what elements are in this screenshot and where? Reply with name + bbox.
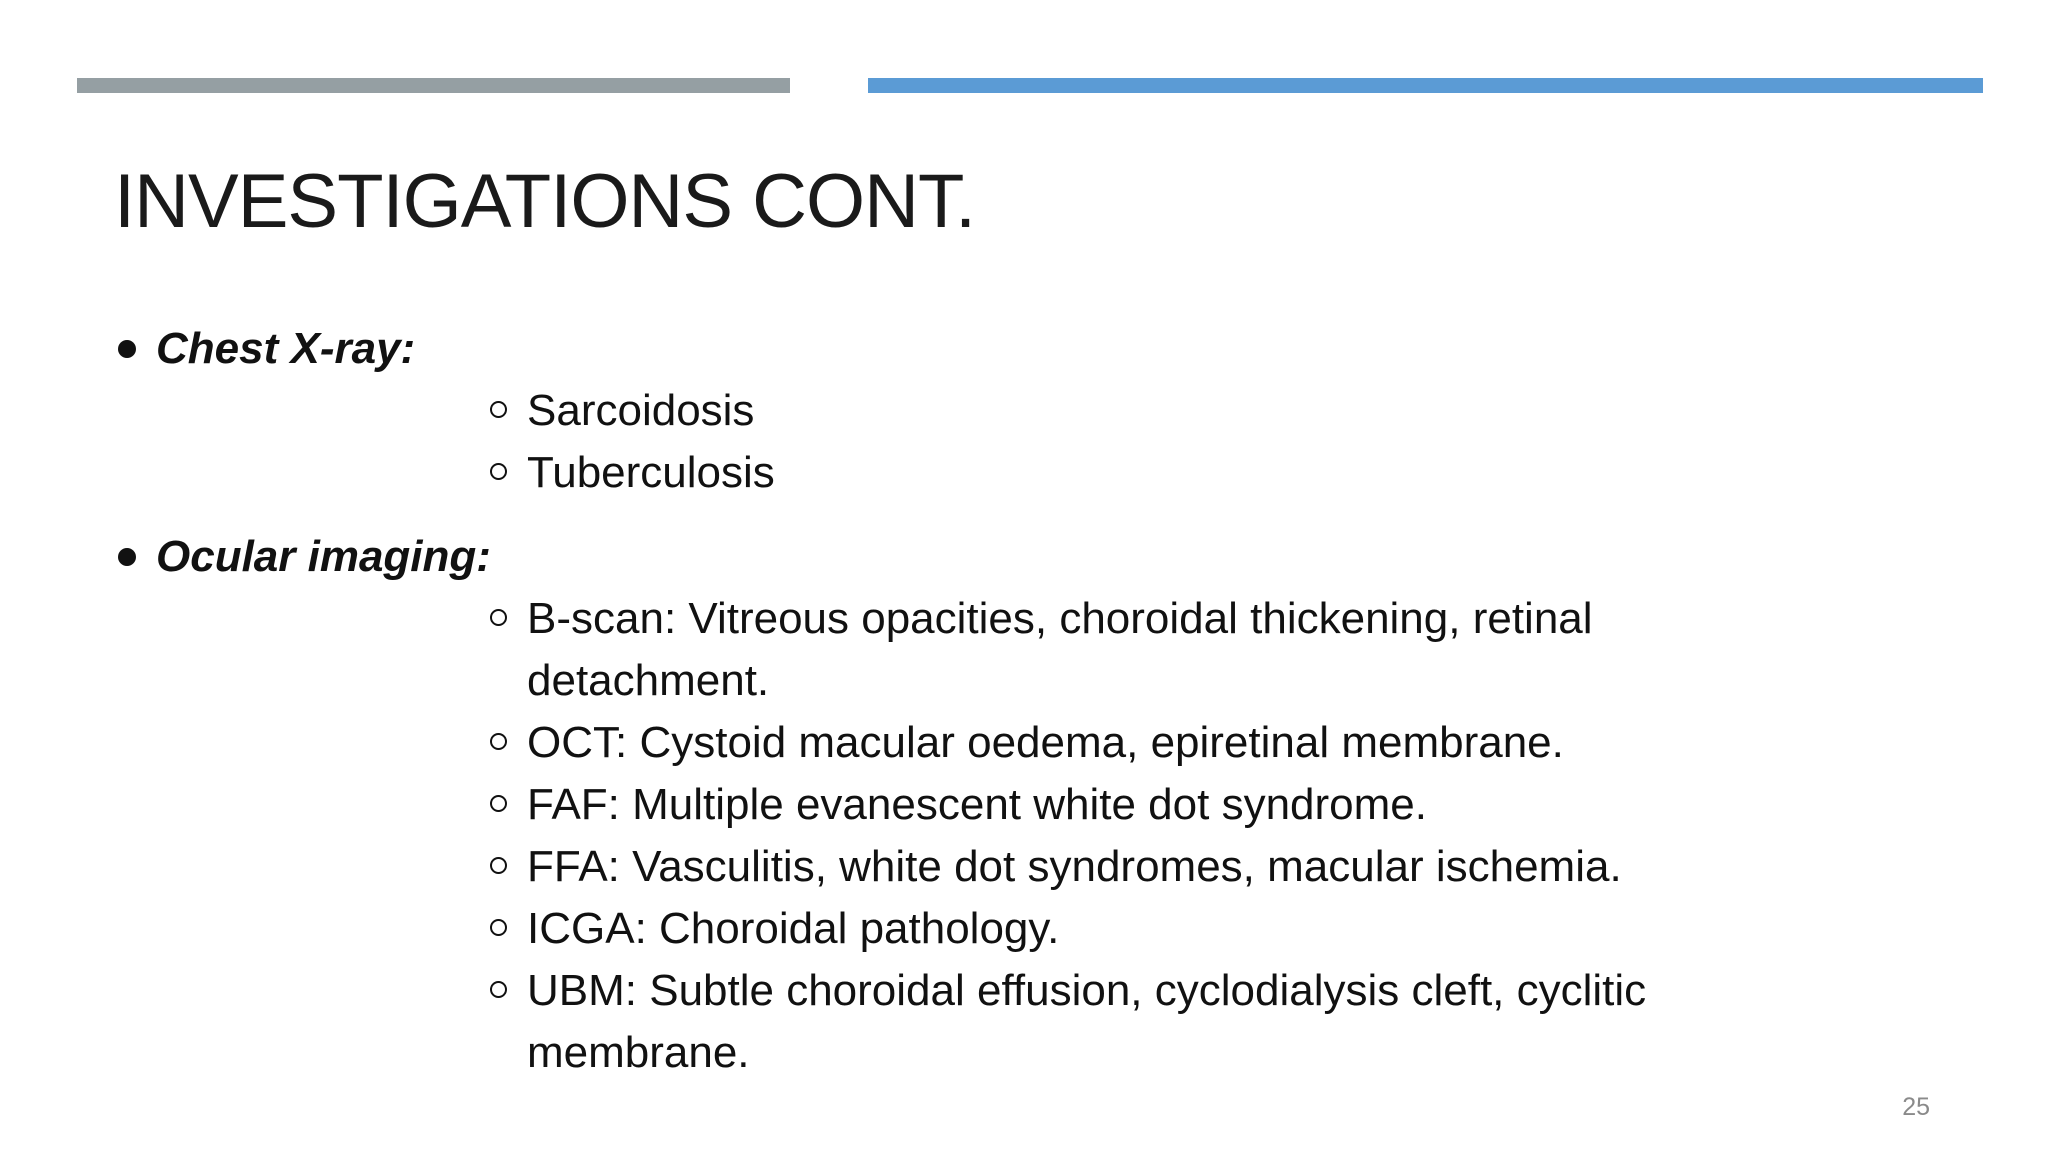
section-heading-label: Chest X-ray: [156,324,416,373]
hollow-circle-bullet-icon [490,981,507,998]
hollow-circle-bullet-icon [490,609,507,626]
list-item-text: OCT: Cystoid macular oedema, epiretinal membrane. [527,718,1564,767]
header-bar-gray [77,78,790,93]
list-item [490,836,1914,898]
hollow-circle-bullet-icon [490,733,507,750]
hollow-circle-bullet-icon [490,857,507,874]
bullet-dot-icon [118,548,136,566]
sub-bullet-list [114,380,1914,504]
list-item [490,898,1914,960]
list-item [490,380,1914,442]
hollow-circle-bullet-icon [490,463,507,480]
page-number: 25 [1902,1093,1930,1121]
hollow-circle-bullet-icon [490,919,507,936]
list-item [490,960,1914,1084]
section-heading-label: Ocular imaging: [156,532,491,581]
section-chest-xray [114,318,1914,504]
bullet-dot-icon [118,340,136,358]
list-item-text: ICGA: Choroidal pathology. [527,904,1060,953]
list-item-text: Tuberculosis [527,448,775,497]
sub-bullet-list [114,588,1914,1084]
list-item-text: UBM: Subtle choroidal effusion, cyclodialysis cleft, cyclitic membrane. [527,966,1647,1077]
hollow-circle-bullet-icon [490,795,507,812]
list-item-text: Sarcoidosis [527,386,755,435]
list-item-text: FAF: Multiple evanescent white dot syndrome. [527,780,1427,829]
slide-title: INVESTIGATIONS CONT. [114,159,976,244]
hollow-circle-bullet-icon [490,401,507,418]
list-item [490,774,1914,836]
list-item-text: B-scan: Vitreous opacities, choroidal thickening, retinal detachment. [527,594,1593,705]
slide-content [114,318,1914,1084]
section-ocular-imaging [114,526,1914,1084]
header-bar-blue [868,78,1983,93]
list-item [490,712,1914,774]
list-item [490,588,1914,712]
list-item [490,442,1914,504]
section-heading [114,526,1914,588]
section-heading [114,318,1914,380]
list-item-text: FFA: Vasculitis, white dot syndromes, macular ischemia. [527,842,1622,891]
